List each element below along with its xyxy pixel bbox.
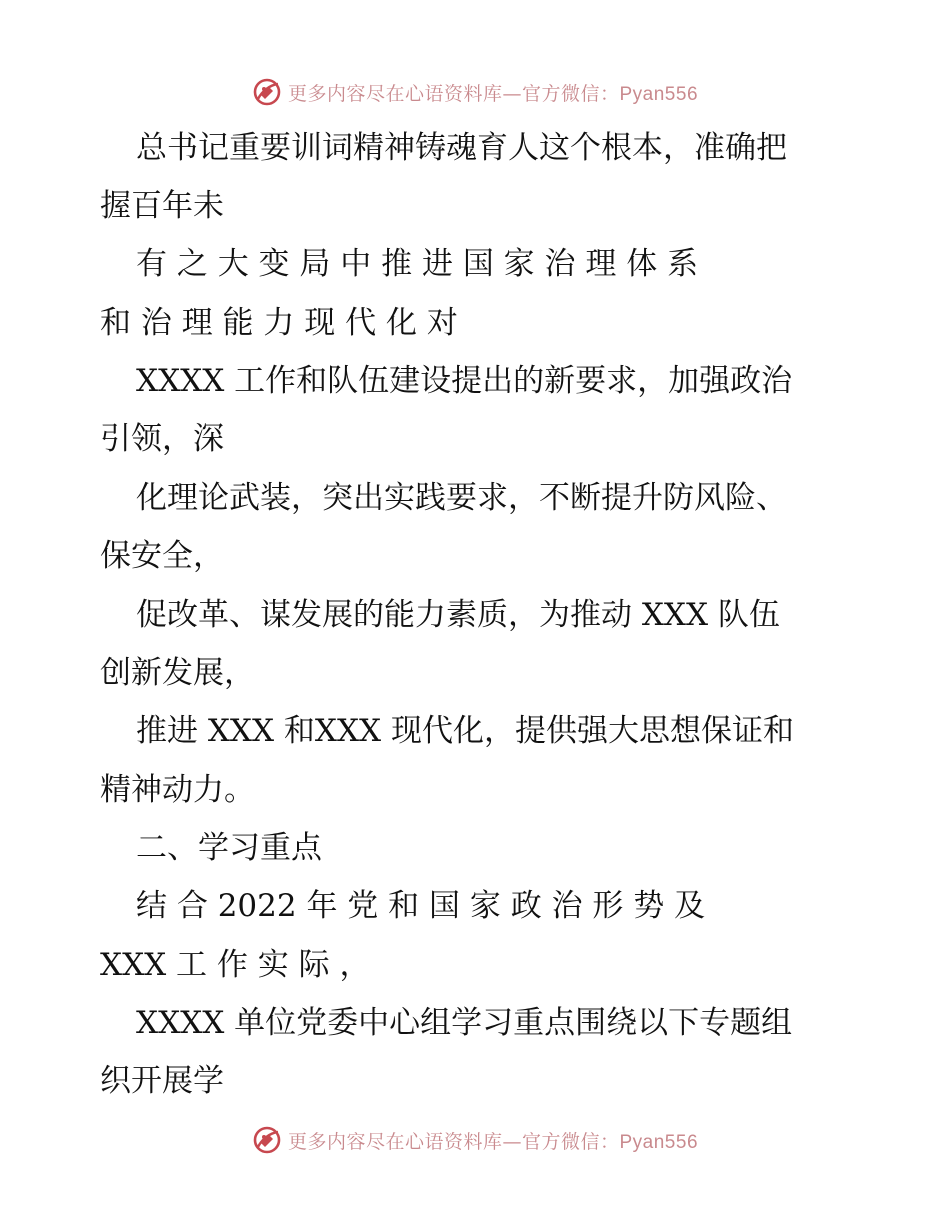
- paragraph-line: 化理论武装，突出实践要求，不断提升防风险、: [136, 480, 787, 516]
- paragraph-line: 保安全，: [100, 538, 224, 574]
- paragraph-line: 织开展学: [100, 1063, 224, 1099]
- paragraph-line: 推进 XXX 和XXX 现代化，提供强大思想保证和: [136, 713, 794, 749]
- paragraph-line: 有 之 大 变 局 中 推 进 国 家 治 理 体 系: [136, 246, 699, 282]
- paragraph-line: 精神动力。: [100, 772, 255, 808]
- paragraph-line: 引领，深: [100, 421, 224, 457]
- section-heading: 二、学习重点: [136, 830, 322, 866]
- watermark-text: 更多内容尽在心语资料库—官方微信：Pyan556: [287, 1130, 699, 1153]
- paragraph-line: 促改革、谋发展的能力素质，为推动 XXX 队伍: [136, 597, 780, 633]
- paragraph-line: XXXX 单位党委中心组学习重点围绕以下专题组: [136, 1005, 793, 1041]
- watermark-text: 更多内容尽在心语资料库—官方微信：Pyan556: [287, 82, 699, 105]
- brand-logo-icon: [252, 1125, 282, 1155]
- footer-watermark: [0, 1120, 950, 1160]
- paragraph-line: 结 合 2022 年 党 和 国 家 政 治 形 势 及: [136, 888, 706, 924]
- brand-logo-icon: [252, 77, 282, 107]
- paragraph-line: XXX 工 作 实 际 ，: [100, 947, 371, 983]
- paragraph-line: 总书记重要训词精神铸魂育人这个根本，准确把: [136, 130, 787, 166]
- paragraph-line: XXXX 工作和队伍建设提出的新要求，加强政治: [136, 363, 793, 399]
- header-watermark: [0, 72, 950, 112]
- paragraph-line: 和 治 理 能 力 现 代 化 对: [100, 305, 458, 341]
- paragraph-line: 握百年未: [100, 188, 224, 224]
- paragraph-line: 创新发展，: [100, 655, 255, 691]
